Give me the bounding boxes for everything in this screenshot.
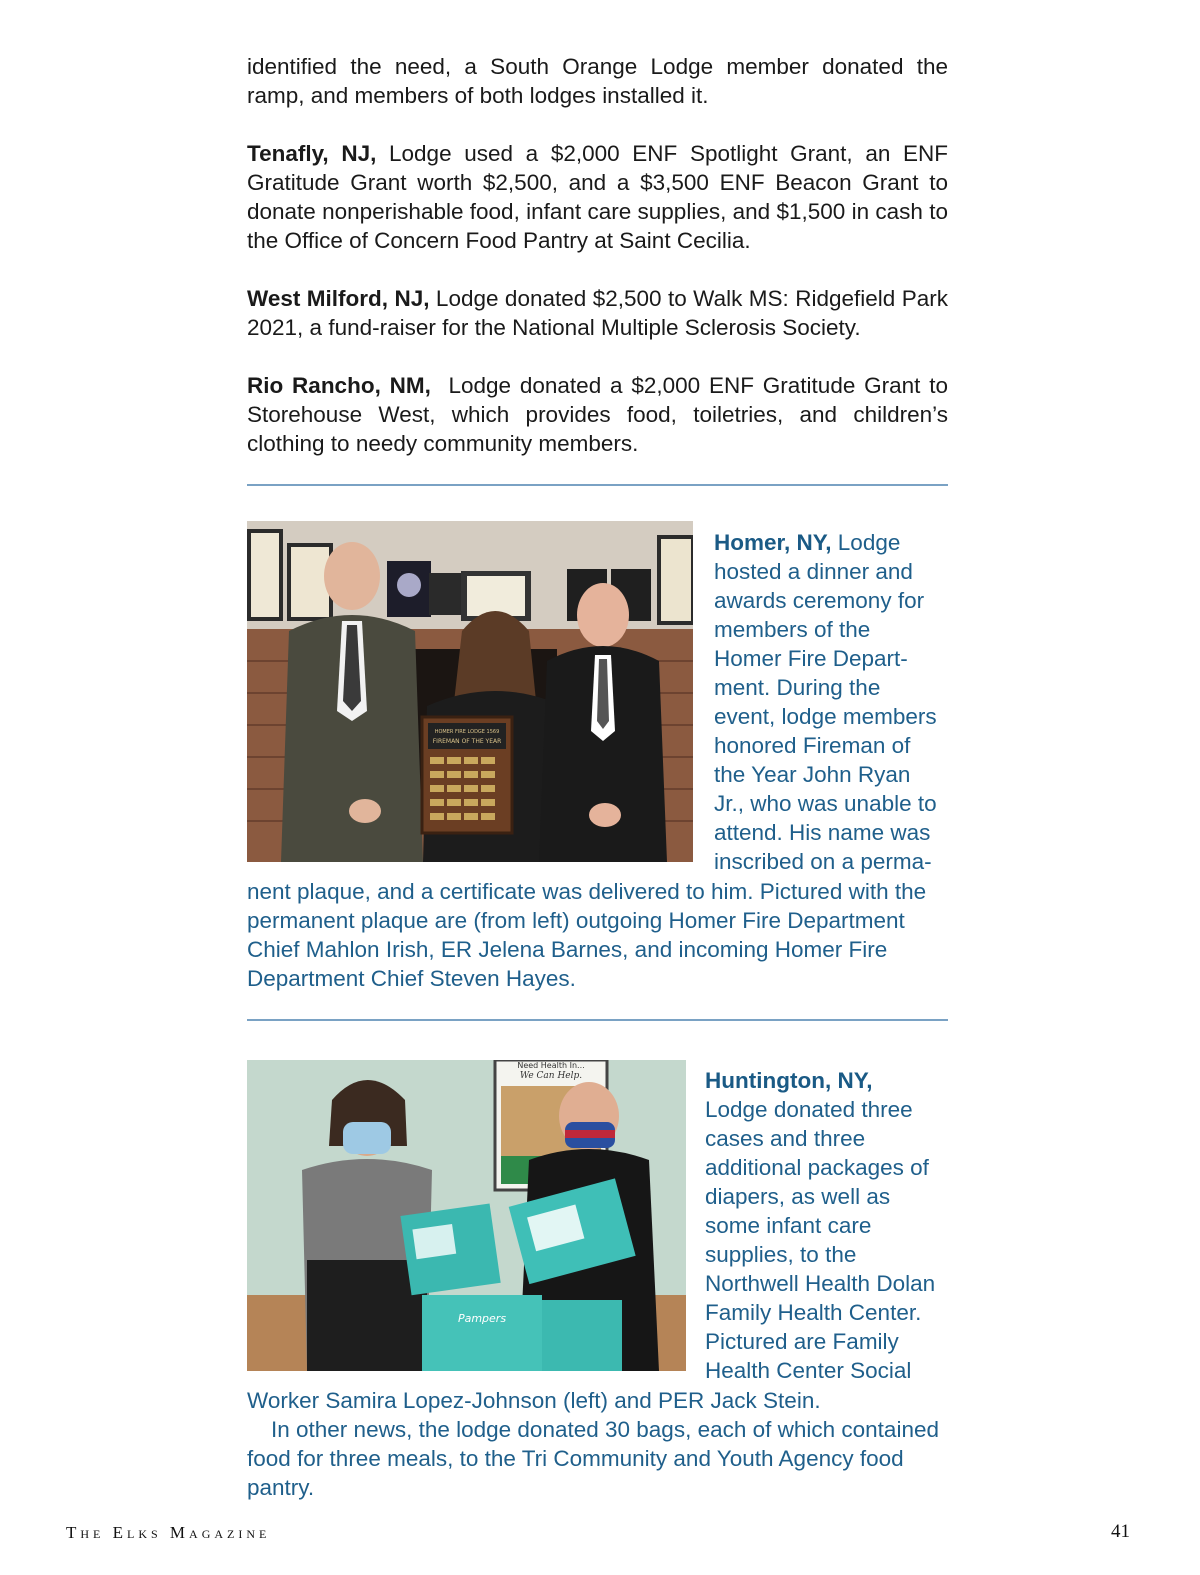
rio-rancho-text: Lodge donated a $2,000 ENF Gratitude Grant to Storehouse West, which provides food, toiletries, and children’s clothing to needy community members.: [247, 373, 955, 456]
huntington-caption-bottom: [247, 1386, 948, 1502]
page-number: 41: [1111, 1521, 1130, 1542]
homer-line-6: event, lodge members: [714, 704, 937, 729]
homer-line-1: hosted a dinner and: [714, 559, 913, 584]
huntington-line-8: Pictured are Family: [705, 1329, 899, 1354]
homer-caption-bottom: [247, 877, 948, 993]
huntington-line-6: Northwell Health Dolan: [705, 1271, 936, 1296]
homer-photo: [247, 521, 693, 862]
west-milford-text: Lodge donated $2,500 to Walk MS: Ridgefield Park 2021, a fund-raiser for the National Multiple Sclerosis Society.: [247, 286, 948, 340]
huntington-bottom-text: Worker Samira Lopez-Johnson (left) and PER Jack Stein.: [247, 1388, 821, 1413]
huntington-photo-illustration: [247, 1060, 686, 1371]
plaque-line1: HOMER FIRE LODGE 1569: [434, 729, 500, 735]
homer-bottom-text: nent plaque, and a certificate was delivered to him. Pictured with the permanent plaque are (from left) outgoing Homer Fire Department Chief Mahlon Irish, ER Jelena Barnes, and incoming Homer Fire Department Chief Steven Hayes.: [247, 879, 927, 991]
section-divider: [247, 484, 948, 486]
west-milford-lead: West Milford, NJ,: [247, 286, 430, 311]
homer-photo-illustration: [247, 521, 693, 862]
magazine-title: The Elks Magazine: [66, 1523, 271, 1542]
west-milford-paragraph: [247, 284, 948, 342]
huntington-other-news: In other news, the lodge donated 30 bags, each of which contained food for three meals, to the Tri Community and Youth Agency food pantry.: [247, 1417, 939, 1500]
homer-line-4: Homer Fire Depart-: [714, 646, 908, 671]
huntington-line-7: Family Health Center.: [705, 1300, 922, 1325]
huntington-caption-side: [705, 1066, 949, 1385]
section-divider: [247, 1019, 948, 1021]
homer-line-10: attend. His name was: [714, 820, 931, 845]
huntington-line-4: some infant care: [705, 1213, 872, 1238]
huntington-line-3: diapers, as well as: [705, 1184, 891, 1209]
huntington-photo: [247, 1060, 686, 1371]
homer-line-0: Lodge: [831, 530, 901, 555]
homer-line-9: Jr., who was unable to: [714, 791, 937, 816]
homer-caption-line: [714, 528, 949, 557]
poster-line1: Need Health In...: [517, 1061, 585, 1070]
homer-line-7: honored Fireman of: [714, 733, 911, 758]
diaper-brand: Pampers: [457, 1312, 507, 1325]
homer-line-5: ment. During the: [714, 675, 881, 700]
plaque-line2: FIREMAN OF THE YEAR: [432, 738, 502, 745]
poster-line2: We Can Help.: [519, 1071, 583, 1081]
huntington-line-5: supplies, to the: [705, 1242, 857, 1267]
homer-line-8: the Year John Ryan: [714, 762, 911, 787]
huntington-line-1: cases and three: [705, 1126, 866, 1151]
huntington-line-2: additional packages of: [705, 1155, 929, 1180]
intro-text: identified the need, a South Orange Lodge member donated the ramp, and members of both lodges installed it.: [247, 54, 948, 108]
tenafly-lead: Tenafly, NJ,: [247, 141, 377, 166]
intro-paragraph: [247, 52, 948, 110]
homer-line-2: awards ceremony for: [714, 588, 925, 613]
huntington-line-9: Health Center Social: [705, 1358, 912, 1383]
homer-lead: Homer, NY,: [714, 530, 832, 555]
huntington-lead: Huntington, NY,: [705, 1068, 873, 1093]
homer-caption-side: [714, 528, 949, 876]
rio-rancho-lead: Rio Rancho, NM,: [247, 373, 431, 398]
huntington-line-0: Lodge donated three: [705, 1097, 913, 1122]
homer-line-11: inscribed on a perma-: [714, 849, 932, 874]
tenafly-paragraph: [247, 139, 948, 255]
homer-line-3: members of the: [714, 617, 871, 642]
rio-rancho-paragraph: [247, 371, 955, 458]
tenafly-text: Lodge used a $2,000 ENF Spotlight Grant, an ENF Gratitude Grant worth $2,500, and a $3,500 ENF Beacon Grant to donate nonperishable food, infant care supplies, and $1,500 in cash to the Office of Concern Food Pantry at Saint Cecilia.: [247, 141, 949, 253]
